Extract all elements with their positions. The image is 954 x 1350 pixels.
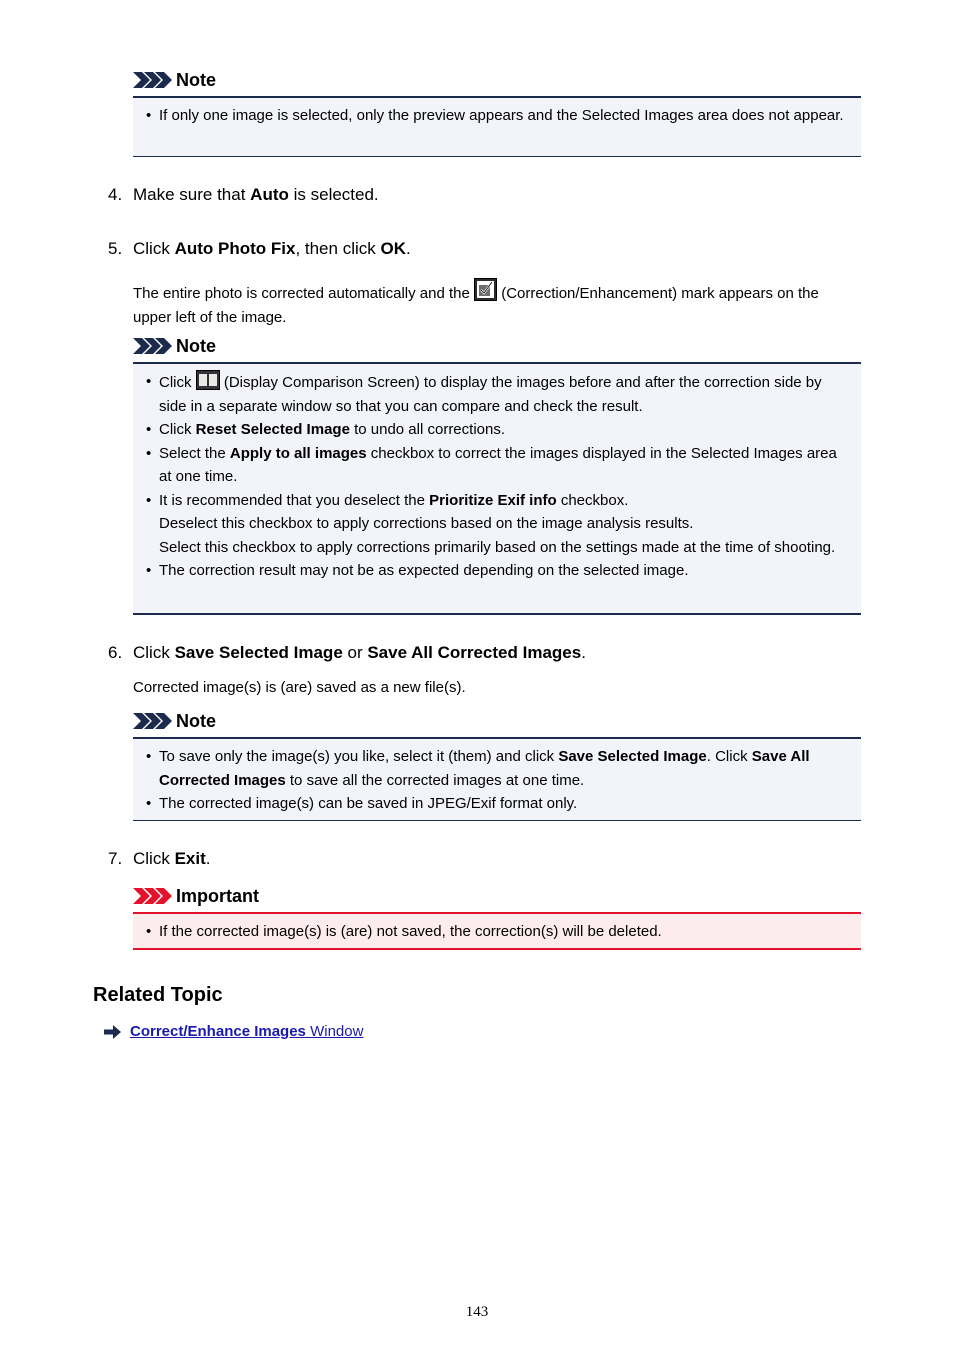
step-5: 5. Click Auto Photo Fix, then click OK. — [108, 239, 411, 258]
important-heading — [133, 885, 259, 907]
step-7: 7. Click Exit. — [108, 849, 211, 868]
related-topic-link-row — [104, 1023, 363, 1040]
note-box — [133, 96, 861, 157]
display-comparison-screen-icon — [196, 370, 220, 390]
correct-enhance-images-window-link[interactable]: Correct/Enhance Images Window — [130, 1023, 364, 1040]
note-chevrons-icon — [133, 72, 173, 88]
list-item: • To save only the image(s) you like, select it (them) and click Save Selected Image. Click Save All Corrected Images to save all the corrected images at one time. — [159, 745, 849, 792]
step-6-description: Corrected image(s) is (are) saved as a new file(s). — [133, 679, 466, 696]
list-item: • Click (Display Comparison Screen) to display the images before and after the correction side by side in a separate window so that you can compare and check the result. — [159, 370, 849, 418]
list-item: • The correction result may not be as expected depending on the selected image. — [159, 559, 849, 583]
important-box — [133, 912, 861, 950]
note-chevrons-icon — [133, 713, 173, 729]
related-topic-heading: Related Topic — [93, 984, 223, 1006]
list-item: • If the corrected image(s) is (are) not saved, the correction(s) will be deleted. — [159, 920, 849, 944]
list-item: • Click Reset Selected Image to undo all corrections. — [159, 418, 849, 442]
step-5-description: The entire photo is corrected automatically and the (Correction/Enhancement) mark appears on the upper left of the image. — [133, 278, 861, 330]
important-chevrons-icon — [133, 888, 173, 904]
note-heading — [133, 710, 216, 732]
list-item: • It is recommended that you deselect the Prioritize Exif info checkbox. Deselect this checkbox to apply corrections based on the image analysis results. Select this checkbox to apply corrections primarily based on the settings made at the time of shooting. — [159, 489, 849, 560]
note-label: Note — [176, 711, 216, 731]
note-heading — [133, 69, 216, 91]
list-item: • If only one image is selected, only the preview appears and the Selected Images area does not appear. — [159, 104, 849, 128]
note-heading — [133, 335, 216, 357]
important-label: Important — [176, 886, 259, 906]
note-box — [133, 737, 861, 821]
note-chevrons-icon — [133, 338, 173, 354]
page-number: 143 — [465, 1304, 489, 1320]
note-label: Note — [176, 336, 216, 356]
list-item: • Select the Apply to all images checkbox to correct the images displayed in the Selected Images area at one time. — [159, 442, 849, 489]
note-label: Note — [176, 70, 216, 90]
step-4: 4. Make sure that Auto is selected. — [108, 185, 379, 204]
note-box — [133, 362, 861, 615]
arrow-right-icon — [104, 1025, 122, 1039]
correction-enhancement-mark-icon — [474, 278, 497, 301]
list-item: • The corrected image(s) can be saved in JPEG/Exif format only. — [159, 792, 849, 816]
step-6: 6. Click Save Selected Image or Save All Corrected Images. — [108, 643, 586, 662]
